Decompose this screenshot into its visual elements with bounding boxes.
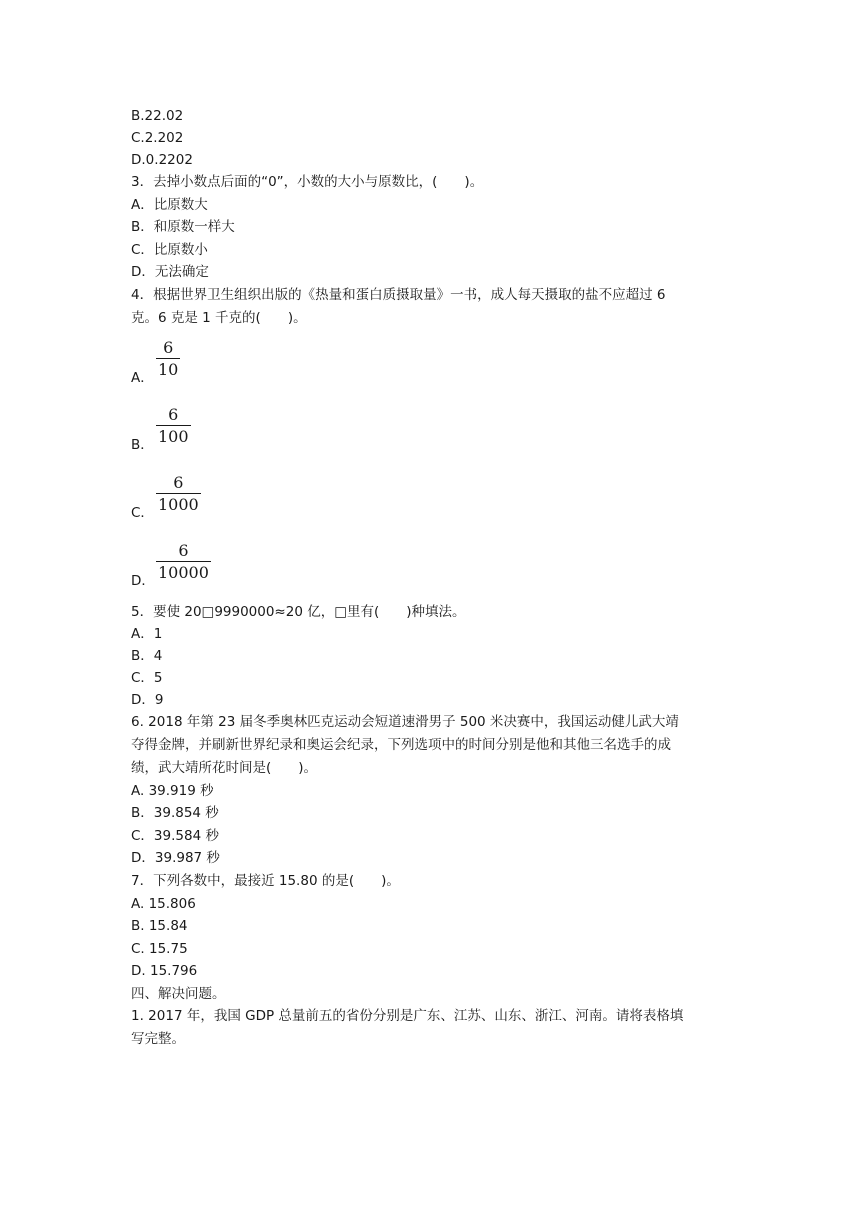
option-label: C． xyxy=(131,505,154,521)
question-4-line-1: 4．根据世界卫生组织出版的《热量和蛋白质摄取量》一书，成人每天摄取的盐不应超过 6 xyxy=(131,287,666,303)
fraction-denominator: 10 xyxy=(158,360,179,379)
problem-1-line-1: 1. 2017 年，我国 GDP 总量前五的省份分别是广东、江苏、山东、浙江、河南。请将表格填 xyxy=(131,1008,684,1024)
option-label: A． xyxy=(131,370,154,386)
option-a-q7: A. 15.806 xyxy=(131,896,196,912)
option-a-q3: A．比原数大 xyxy=(131,197,208,213)
option-d-q3: D．无法确定 xyxy=(131,264,209,280)
question-6-line-1: 6. 2018 年第 23 届冬季奥林匹克运动会短道速滑男子 500 米决赛中，我国运动健儿武大靖 xyxy=(131,714,679,730)
section-heading-problem-solving: 四、解决问题。 xyxy=(131,986,226,1002)
fraction xyxy=(156,405,191,448)
option-c-q5: C．5 xyxy=(131,670,163,686)
option-label: D． xyxy=(131,573,155,589)
fraction-denominator: 10000 xyxy=(158,563,209,582)
option-c-q7: C. 15.75 xyxy=(131,941,188,957)
fraction-numerator: 6 xyxy=(168,405,179,424)
fraction-numerator: 6 xyxy=(173,473,184,492)
fraction xyxy=(156,338,180,381)
option-a-q5: A．1 xyxy=(131,626,163,642)
question-6-line-3: 绩，武大靖所花时间是( )。 xyxy=(131,760,318,776)
option-d-q2: D.0.2202 xyxy=(131,152,193,168)
option-c-q6: C．39.584 秒 xyxy=(131,828,219,844)
option-b-q2: B.22.02 xyxy=(131,108,184,124)
fraction-numerator: 6 xyxy=(178,541,189,560)
option-b-q6: B．39.854 秒 xyxy=(131,805,219,821)
option-d-q5: D．9 xyxy=(131,692,164,708)
fraction-denominator: 1000 xyxy=(158,495,199,514)
problem-1-line-2: 写完整。 xyxy=(131,1031,185,1047)
question-3: 3．去掉小数点后面的“0”，小数的大小与原数比，( )。 xyxy=(131,174,484,190)
option-b-q5: B．4 xyxy=(131,648,163,664)
option-a-q6: A. 39.919 秒 xyxy=(131,783,214,799)
option-b-q7: B. 15.84 xyxy=(131,918,188,934)
fraction-numerator: 6 xyxy=(163,338,174,357)
option-d-q6: D．39.987 秒 xyxy=(131,850,220,866)
fraction xyxy=(156,473,201,516)
fraction-denominator: 100 xyxy=(158,427,189,446)
question-7: 7．下列各数中，最接近 15.80 的是( )。 xyxy=(131,873,400,889)
question-5: 5．要使 20□9990000≈20 亿，□里有( )种填法。 xyxy=(131,604,466,620)
fraction xyxy=(156,541,211,584)
question-6-line-2: 夺得金牌，并刷新世界纪录和奥运会纪录，下列选项中的时间分别是他和其他三名选手的成 xyxy=(131,737,671,753)
option-d-q7: D. 15.796 xyxy=(131,963,198,979)
option-b-q3: B．和原数一样大 xyxy=(131,219,235,235)
option-c-q2: C.2.202 xyxy=(131,130,184,146)
option-c-q3: C．比原数小 xyxy=(131,242,208,258)
option-label: B． xyxy=(131,437,154,453)
question-4-line-2: 克。6 克是 1 千克的( )。 xyxy=(131,310,307,326)
